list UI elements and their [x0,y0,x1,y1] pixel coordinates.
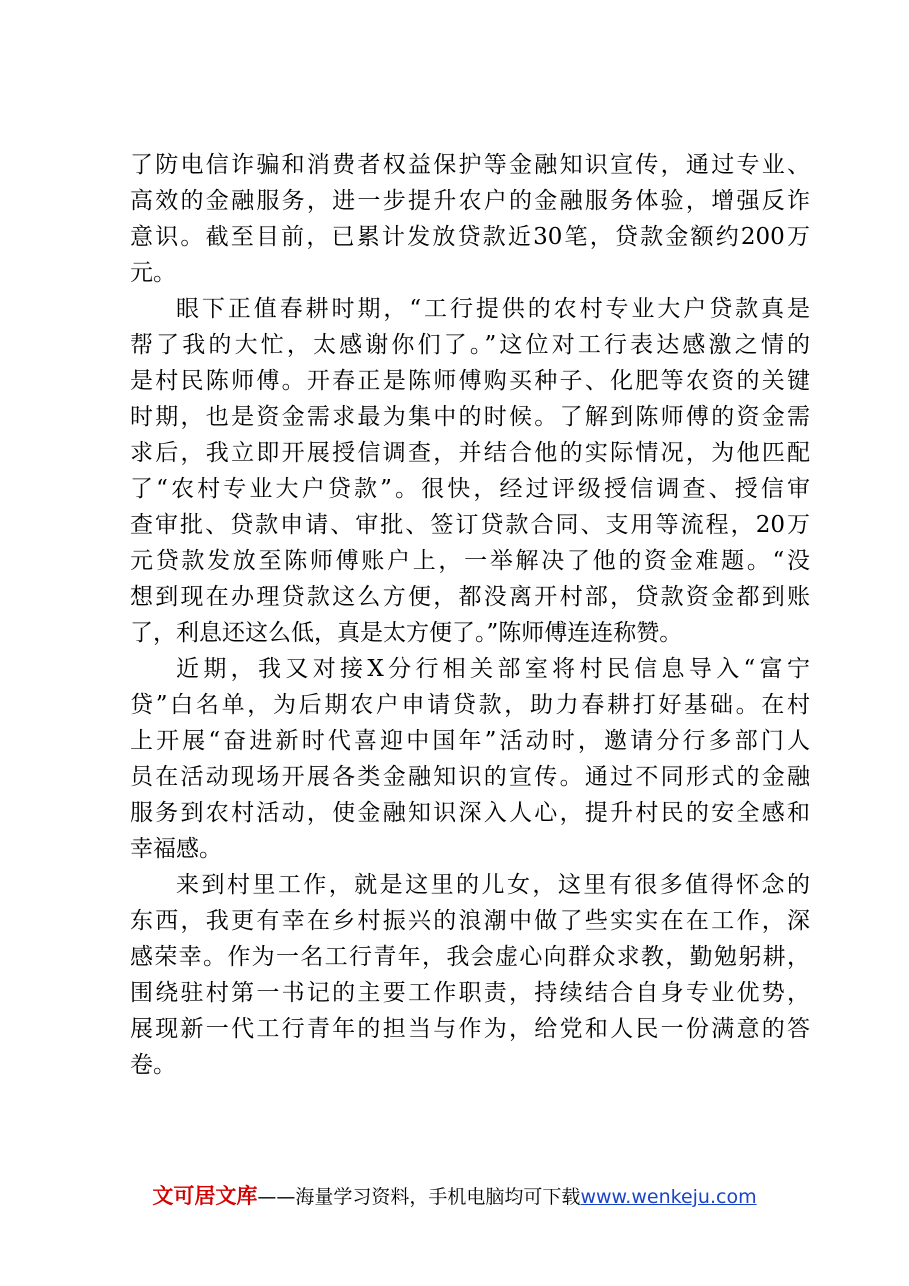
text-line: 元贷款发放至陈师傅账户上，一举解决了他的资金难题。“没 [130,548,810,574]
text-line: 感荣幸。作为一名工行青年，我会虚心向群众求教，勤勉躬耕， [130,944,810,970]
text-line: 来到村里工作，就是这里的儿女，这里有很多值得怀念的 [176,872,810,898]
text-line: 近期，我又对接X分行相关部室将村民信息导入“富宁 [176,656,810,682]
footer-slogan: ——海量学习资料，手机电脑均可下载 [257,1186,581,1208]
text-line: 是村民陈师傅。开春正是陈师傅购买种子、化肥等农资的关键 [130,368,810,394]
text-line: 了，利息还这么低，真是太方便了。”陈师傅连连称赞。 [130,620,683,646]
text-line: 时期，也是资金需求最为集中的时候。了解到陈师傅的资金需 [130,404,810,430]
text-line: 上开展“奋进新时代喜迎中国年”活动时，邀请分行多部门人 [130,728,810,754]
text-line: 贷”白名单，为后期农户申请贷款，助力春耕打好基础。在村 [130,692,810,718]
document-body [130,147,810,1083]
text-line: 眼下正值春耕时期，“工行提供的农村专业大户贷款真是 [176,296,810,322]
text-line: 围绕驻村第一书记的主要工作职责，持续结合自身专业优势， [130,980,810,1006]
text-line: 员在活动现场开展各类金融知识的宣传。通过不同形式的金融 [130,764,810,790]
text-line: 查审批、贷款申请、审批、签订贷款合同、支用等流程，20万 [130,512,810,538]
text-line: 高效的金融服务，进一步提升农户的金融服务体验，增强反诈 [130,188,810,214]
text-line: 展现新一代工行青年的担当与作为，给党和人民一份满意的答 [130,1016,810,1042]
text-line: 意识。截至目前，已累计发放贷款近30笔，贷款金额约200万 [130,224,810,250]
text-line: 了防电信诈骗和消费者权益保护等金融知识宣传，通过专业、 [130,152,810,178]
footer [0,1182,909,1211]
text-line: 服务到农村活动，使金融知识深入人心，提升村民的安全感和 [130,800,810,826]
text-line: 元。 [130,260,176,286]
text-line: 帮了我的大忙，太感谢你们了。”这位对工行表达感激之情的 [130,332,810,358]
text-line: 卷。 [130,1052,176,1078]
brand-name: 文可居文库 [152,1184,258,1208]
text-line: 幸福感。 [130,836,222,862]
text-line: 东西，我更有幸在乡村振兴的浪潮中做了些实实在在工作，深 [130,908,810,934]
text-line: 求后，我立即开展授信调查，并结合他的实际情况，为他匹配 [130,440,810,466]
text-line: 了“农村专业大户贷款”。很快，经过评级授信调查、授信审 [130,476,810,502]
website-link[interactable]: www.wenkeju.com [580,1186,757,1208]
text-line: 想到现在办理贷款这么方便，都没离开村部，贷款资金都到账 [130,584,810,610]
